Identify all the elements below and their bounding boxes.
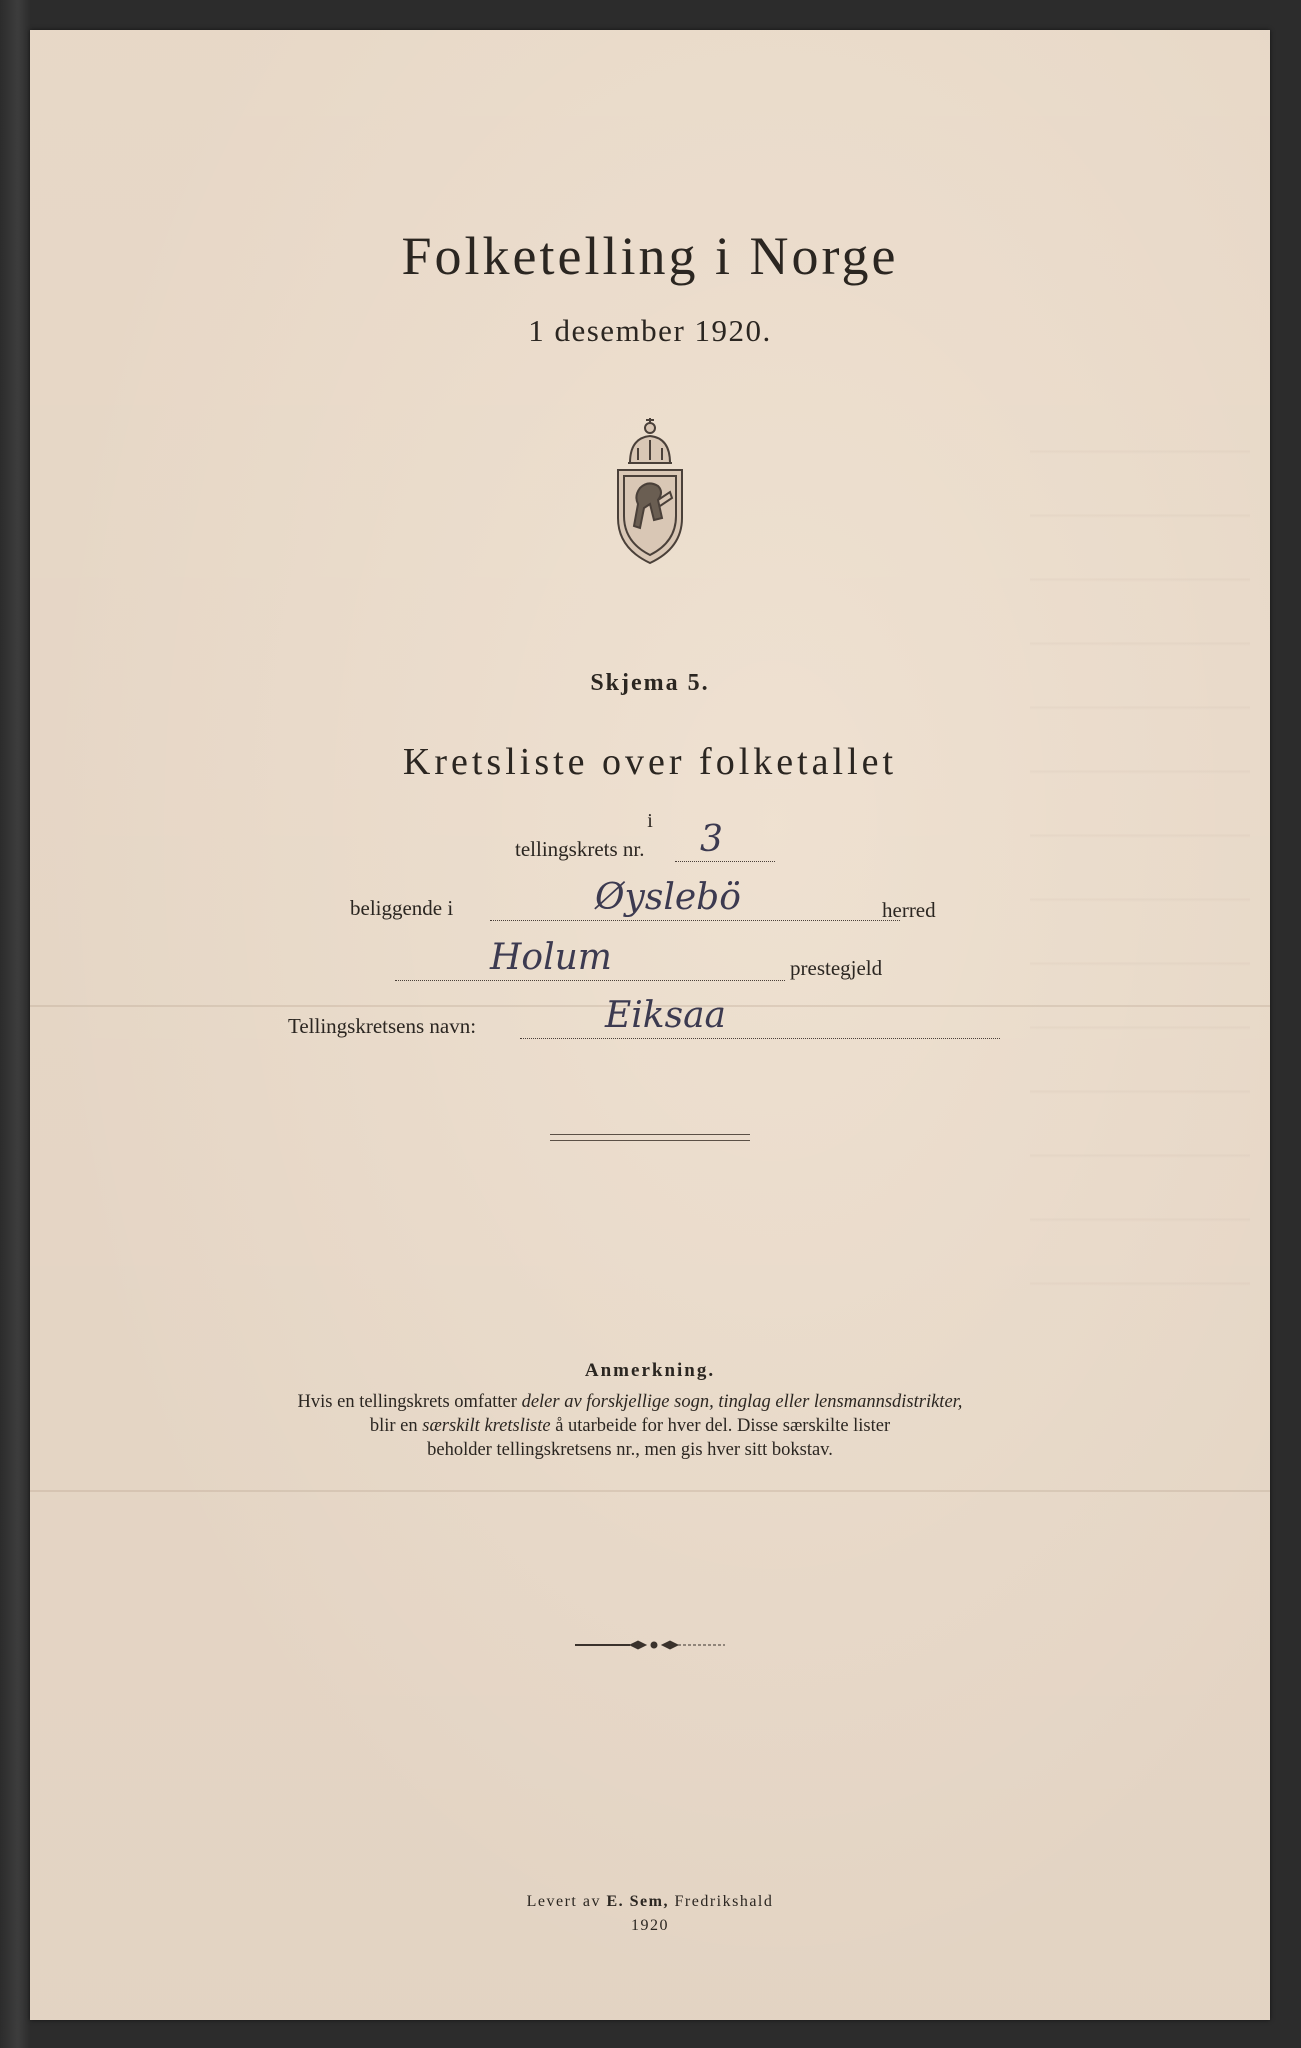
norwegian-coat-of-arms-icon [600,408,700,573]
form-heading: Kretsliste over folketallet [402,741,898,783]
kretsnavn-line [520,1012,1000,1039]
ornament-divider-icon [570,1635,730,1660]
double-rule-divider [550,1134,750,1141]
form-title: Folketelling i Norge [401,226,899,286]
printer-place: Fredrikshald [674,1893,774,1910]
kretsnavn-value: Eiksaa [605,995,727,1036]
kretsnavn-label: Tellingskretsens navn: [288,1014,477,1038]
census-form-page [30,30,1270,2020]
prestegjeld-label: prestegjeld [790,956,883,980]
tellingskrets-label: tellingskrets nr. [515,837,645,861]
schema-number: Skjema 5. [590,670,710,696]
census-date: 1 desember 1920. [528,313,772,348]
beliggende-label: beliggende i [350,896,454,920]
prestegjeld-value: Holum [490,937,612,978]
printer-prefix: Levert av [526,1893,601,1910]
note-line2-italic: særskilt kretsliste [422,1416,551,1436]
printer-name: E. Sem, [606,1893,669,1910]
paper-fold-line [30,1490,1270,1492]
note-line1-text: Hvis en tellingskrets omfatter [297,1392,522,1412]
beliggende-value: Øyslebö [595,877,741,918]
note-line2-rest: å utarbeide for hver del. Disse særskilte lister [550,1416,891,1436]
preposition-text: i [647,810,653,832]
printer-year: 1920 [631,1917,669,1934]
herred-label: herred [882,898,936,922]
bleed-through-texture [1030,390,1250,1290]
note-line3-text: beholder tellingskretsens nr., men gis hver sitt bokstav. [427,1440,833,1460]
note-heading: Anmerkning. [584,1360,716,1381]
note-line1-italic: deler av forskjellige sogn, tinglag eller lensmannsdistrikter, [521,1392,963,1412]
tellingskrets-value: 3 [700,819,723,860]
note-text [220,1390,1040,1462]
note-line2-text: blir en [369,1416,423,1436]
printer-imprint [30,1890,1270,1938]
tellingskrets-line [675,835,775,862]
